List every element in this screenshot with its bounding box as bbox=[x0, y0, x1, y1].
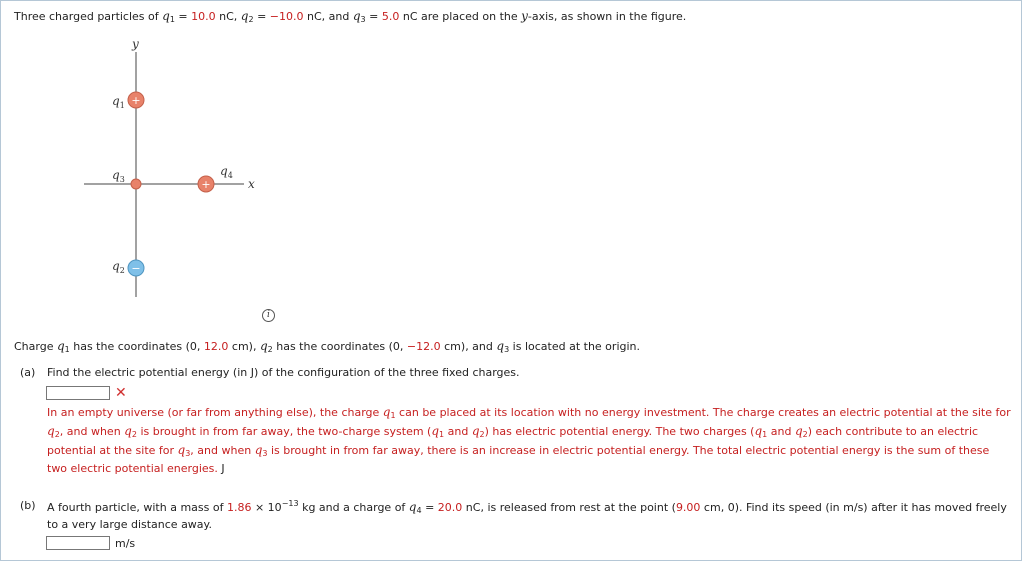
charge-coordinates: Charge $q_1$ has the coordinates (0, 12.0 cm), $q_2$ has the coordinates (0, −12.0 cm), and $q_3$ is located at the origin. bbox=[14, 339, 641, 354]
plus-icon: + bbox=[201, 178, 211, 191]
part-a-question: Find the electric potential energy (in J) of the configuration of the three fixed charges. bbox=[47, 366, 520, 379]
part-a-answer-input[interactable] bbox=[46, 386, 110, 400]
part-b-question: A fourth particle, with a mass of $1.86 \times 10^{-13}$ kg and a charge of $q_4 = 20.0$ nC, is released from rest at the point (9.00 cm, 0). Find its speed (in m/s) after it has moved freely to a very large distance away. bbox=[47, 499, 1007, 531]
incorrect-x-icon: ✕ bbox=[115, 385, 127, 401]
part-b-unit: m/s bbox=[115, 537, 136, 550]
charge-q3 bbox=[131, 179, 141, 189]
info-icon[interactable]: i bbox=[262, 309, 275, 322]
charge-q2 bbox=[128, 260, 144, 276]
q2-label: $q_2$ bbox=[112, 259, 125, 275]
charge-q1 bbox=[128, 92, 144, 108]
part-a-feedback: In an empty universe (or far from anything else), the charge $q_1$ can be placed at its location with no energy investment. The charge creates an electric potential at the site for $q_2$, and when $q_2$ is brought in from far away, the two-charge system ($q_1$ and $q_2$) has electric potential energy. The two charges ($q_1$ and $q_2$) each contribute to an electric potential at the site for $q_3$, and when $q_3$ is brought in from far away, there is an increase in electric potential energy. The total electric potential energy is the sum of these two electric potential energies. J bbox=[47, 405, 1011, 475]
charge-figure bbox=[70, 32, 280, 302]
q4-label: $q_4$ bbox=[220, 164, 233, 180]
charge-q4 bbox=[198, 176, 214, 192]
minus-icon: − bbox=[131, 262, 141, 275]
part-b-answer-input[interactable] bbox=[46, 536, 110, 550]
plus-icon: + bbox=[131, 94, 141, 107]
part-a-label: (a) bbox=[20, 366, 36, 379]
q1-label: $q_1$ bbox=[112, 94, 125, 110]
q3-label: $q_3$ bbox=[112, 168, 125, 184]
problem-intro: Three charged particles of $q_1 = 10.0$ nC, $q_2 = -10.0$ nC, and $q_3 = 5.0$ nC are placed on the y-axis, as shown in the figure. bbox=[14, 9, 687, 24]
x-axis-label: x bbox=[248, 177, 255, 191]
y-axis-label: y bbox=[132, 37, 139, 51]
part-b-label: (b) bbox=[20, 499, 36, 512]
